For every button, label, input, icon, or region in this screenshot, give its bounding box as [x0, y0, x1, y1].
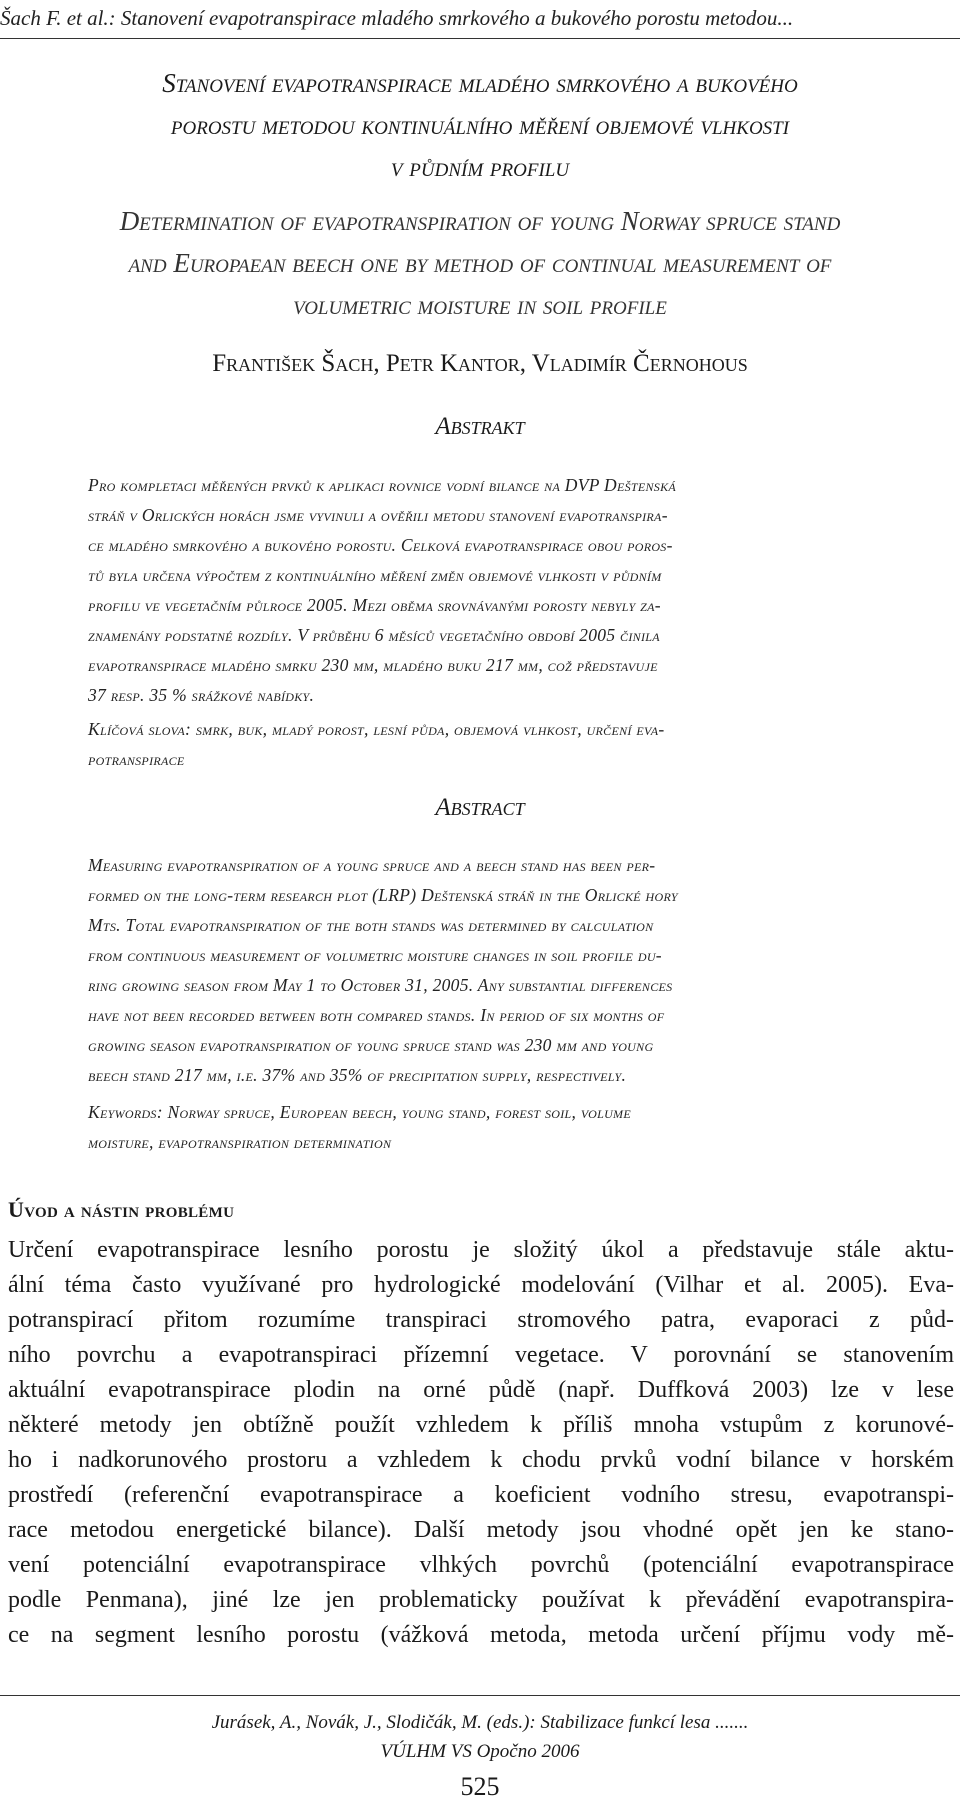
abstrakt-line: 37 resp. 35 % srážkové nabídky. [88, 685, 315, 705]
keywords-line: potranspirace [88, 749, 185, 769]
authors: František Šach, Petr Kantor, Vladimír Černohous [212, 350, 748, 377]
abstract-line: have not been recorded between both compared stands. In period of six months of [88, 1005, 665, 1025]
body-line: některé metody jen obtížně použít vzhledem k příliš mnoha vstupům z korunové- [8, 1412, 954, 1438]
abstrakt-text [88, 470, 872, 710]
body-line: aktuální evapotranspirace plodin na orné půdě (např. Duffková 2003) lze v lese [8, 1377, 954, 1403]
abstract-line: formed on the long-term research plot (LRP) Deštenská stráň in the Orlické hory [88, 885, 678, 905]
keywords-line: Keywords: Norway spruce, European beech, young stand, forest soil, volume [88, 1102, 631, 1122]
running-head: Šach F. et al.: Stanovení evapotranspirace mladého smrkového a bukového porostu metodou... [0, 6, 794, 30]
title-english [0, 200, 960, 326]
body-line: ální téma často využívané pro hydrologické modelování (Vilhar et al. 2005). Eva- [8, 1272, 954, 1298]
abstract-line: ring growing season from May 1 to October 31, 2005. Any substantial differences [88, 975, 673, 995]
body-line: ho i nadkorunového prostoru a vzhledem k chodu prvků vodní bilance v horském [8, 1447, 954, 1473]
title-english-line: and Europaean beech one by method of continual measurement of [128, 248, 832, 278]
abstract-line: Mts. Total evapotranspiration of the both stands was determined by calculation [88, 915, 654, 935]
abstrakt-heading: Abstrakt [435, 413, 525, 440]
body-line: race metodou energetické bilance). Další metody jsou vhodné opět jen ke stano- [8, 1517, 954, 1543]
klicova-slova [88, 714, 872, 774]
footer-publisher: VÚLHM VS Opočno 2006 [380, 1741, 580, 1762]
body-line: podle Penmana), jiné lze jen problematicky používat k převádění evapotranspira- [8, 1587, 954, 1613]
abstrakt-line: stráň v Orlických horách jsme vyvinuli a ověřili metodu stanovení evapotranspira- [88, 505, 668, 525]
keywords [88, 1097, 872, 1157]
abstract-text [88, 850, 872, 1090]
title-english-line: volumetric moisture in soil profile [293, 290, 667, 320]
keywords-line: Klíčová slova: smrk, buk, mladý porost, lesní půda, objemová vlhkost, určení eva- [88, 719, 665, 739]
body-paragraph [8, 1233, 954, 1653]
abstract-heading: Abstract [435, 794, 525, 821]
abstract-line: from continuous measurement of volumetric moisture changes in soil profile du- [88, 945, 662, 965]
abstract-line: growing season evapotranspiration of young spruce stand was 230 mm and young [88, 1035, 654, 1055]
footer-citation: Jurásek, A., Novák, J., Slodičák, M. (eds.): Stabilizace funkcí lesa ....... [211, 1712, 749, 1733]
body-line: prostředí (referenční evapotranspirace a koeficient vodního stresu, evapotranspi- [8, 1482, 954, 1508]
body-line: ce na segment lesního porostu (vážková metoda, metoda určení příjmu vody mě- [8, 1622, 954, 1648]
title-czech [0, 62, 960, 188]
body-line: potranspirací přitom rozumíme transpiraci stromového patra, evaporaci z půd- [8, 1307, 954, 1333]
footer-rule [0, 1695, 960, 1696]
header-rule [0, 38, 960, 39]
title-czech-line: v půdním profilu [390, 152, 570, 182]
title-english-line: Determination of evapotranspiration of young Norway spruce stand [119, 206, 841, 236]
abstrakt-line: znamenány podstatné rozdíly. V průběhu 6 měsíců vegetačního období 2005 činila [88, 625, 660, 645]
abstrakt-line: Pro kompletaci měřených prvků k aplikaci rovnice vodní bilance na DVP Deštenská [88, 475, 677, 495]
page-number: 525 [460, 1772, 500, 1801]
abstract-line: Measuring evapotranspiration of a young spruce and a beech stand has been per- [88, 855, 656, 875]
title-czech-line: porostu metodou kontinuálního měření objemové vlhkosti [170, 110, 790, 140]
body-line: Určení evapotranspirace lesního porostu je složitý úkol a představuje stále aktu- [8, 1237, 954, 1263]
keywords-line: moisture, evapotranspiration determination [88, 1132, 392, 1152]
body-line: vení potenciální evapotranspirace vlhkých povrchů (potenciální evapotranspirace [8, 1552, 954, 1578]
abstract-line: beech stand 217 mm, i.e. 37% and 35% of precipitation supply, respectively. [88, 1065, 627, 1085]
section-heading: Úvod a nástin problému [8, 1197, 235, 1222]
abstrakt-line: ce mladého smrkového a bukového porostu. Celková evapotranspirace obou poros- [88, 535, 673, 555]
title-czech-line: Stanovení evapotranspirace mladého smrkového a bukového [162, 68, 798, 98]
abstrakt-line: tů byla určena výpočtem z kontinuálního měření změn objemové vlhkosti v půdním [88, 565, 662, 585]
abstrakt-line: evapotranspirace mladého smrku 230 mm, mladého buku 217 mm, což představuje [88, 655, 658, 675]
abstrakt-line: profilu ve vegetačním půlroce 2005. Mezi oběma srovnávanými porosty nebyly za- [88, 595, 661, 615]
body-line: ního povrchu a evapotranspiraci přízemní vegetace. V porovnání se stanovením [8, 1342, 954, 1368]
